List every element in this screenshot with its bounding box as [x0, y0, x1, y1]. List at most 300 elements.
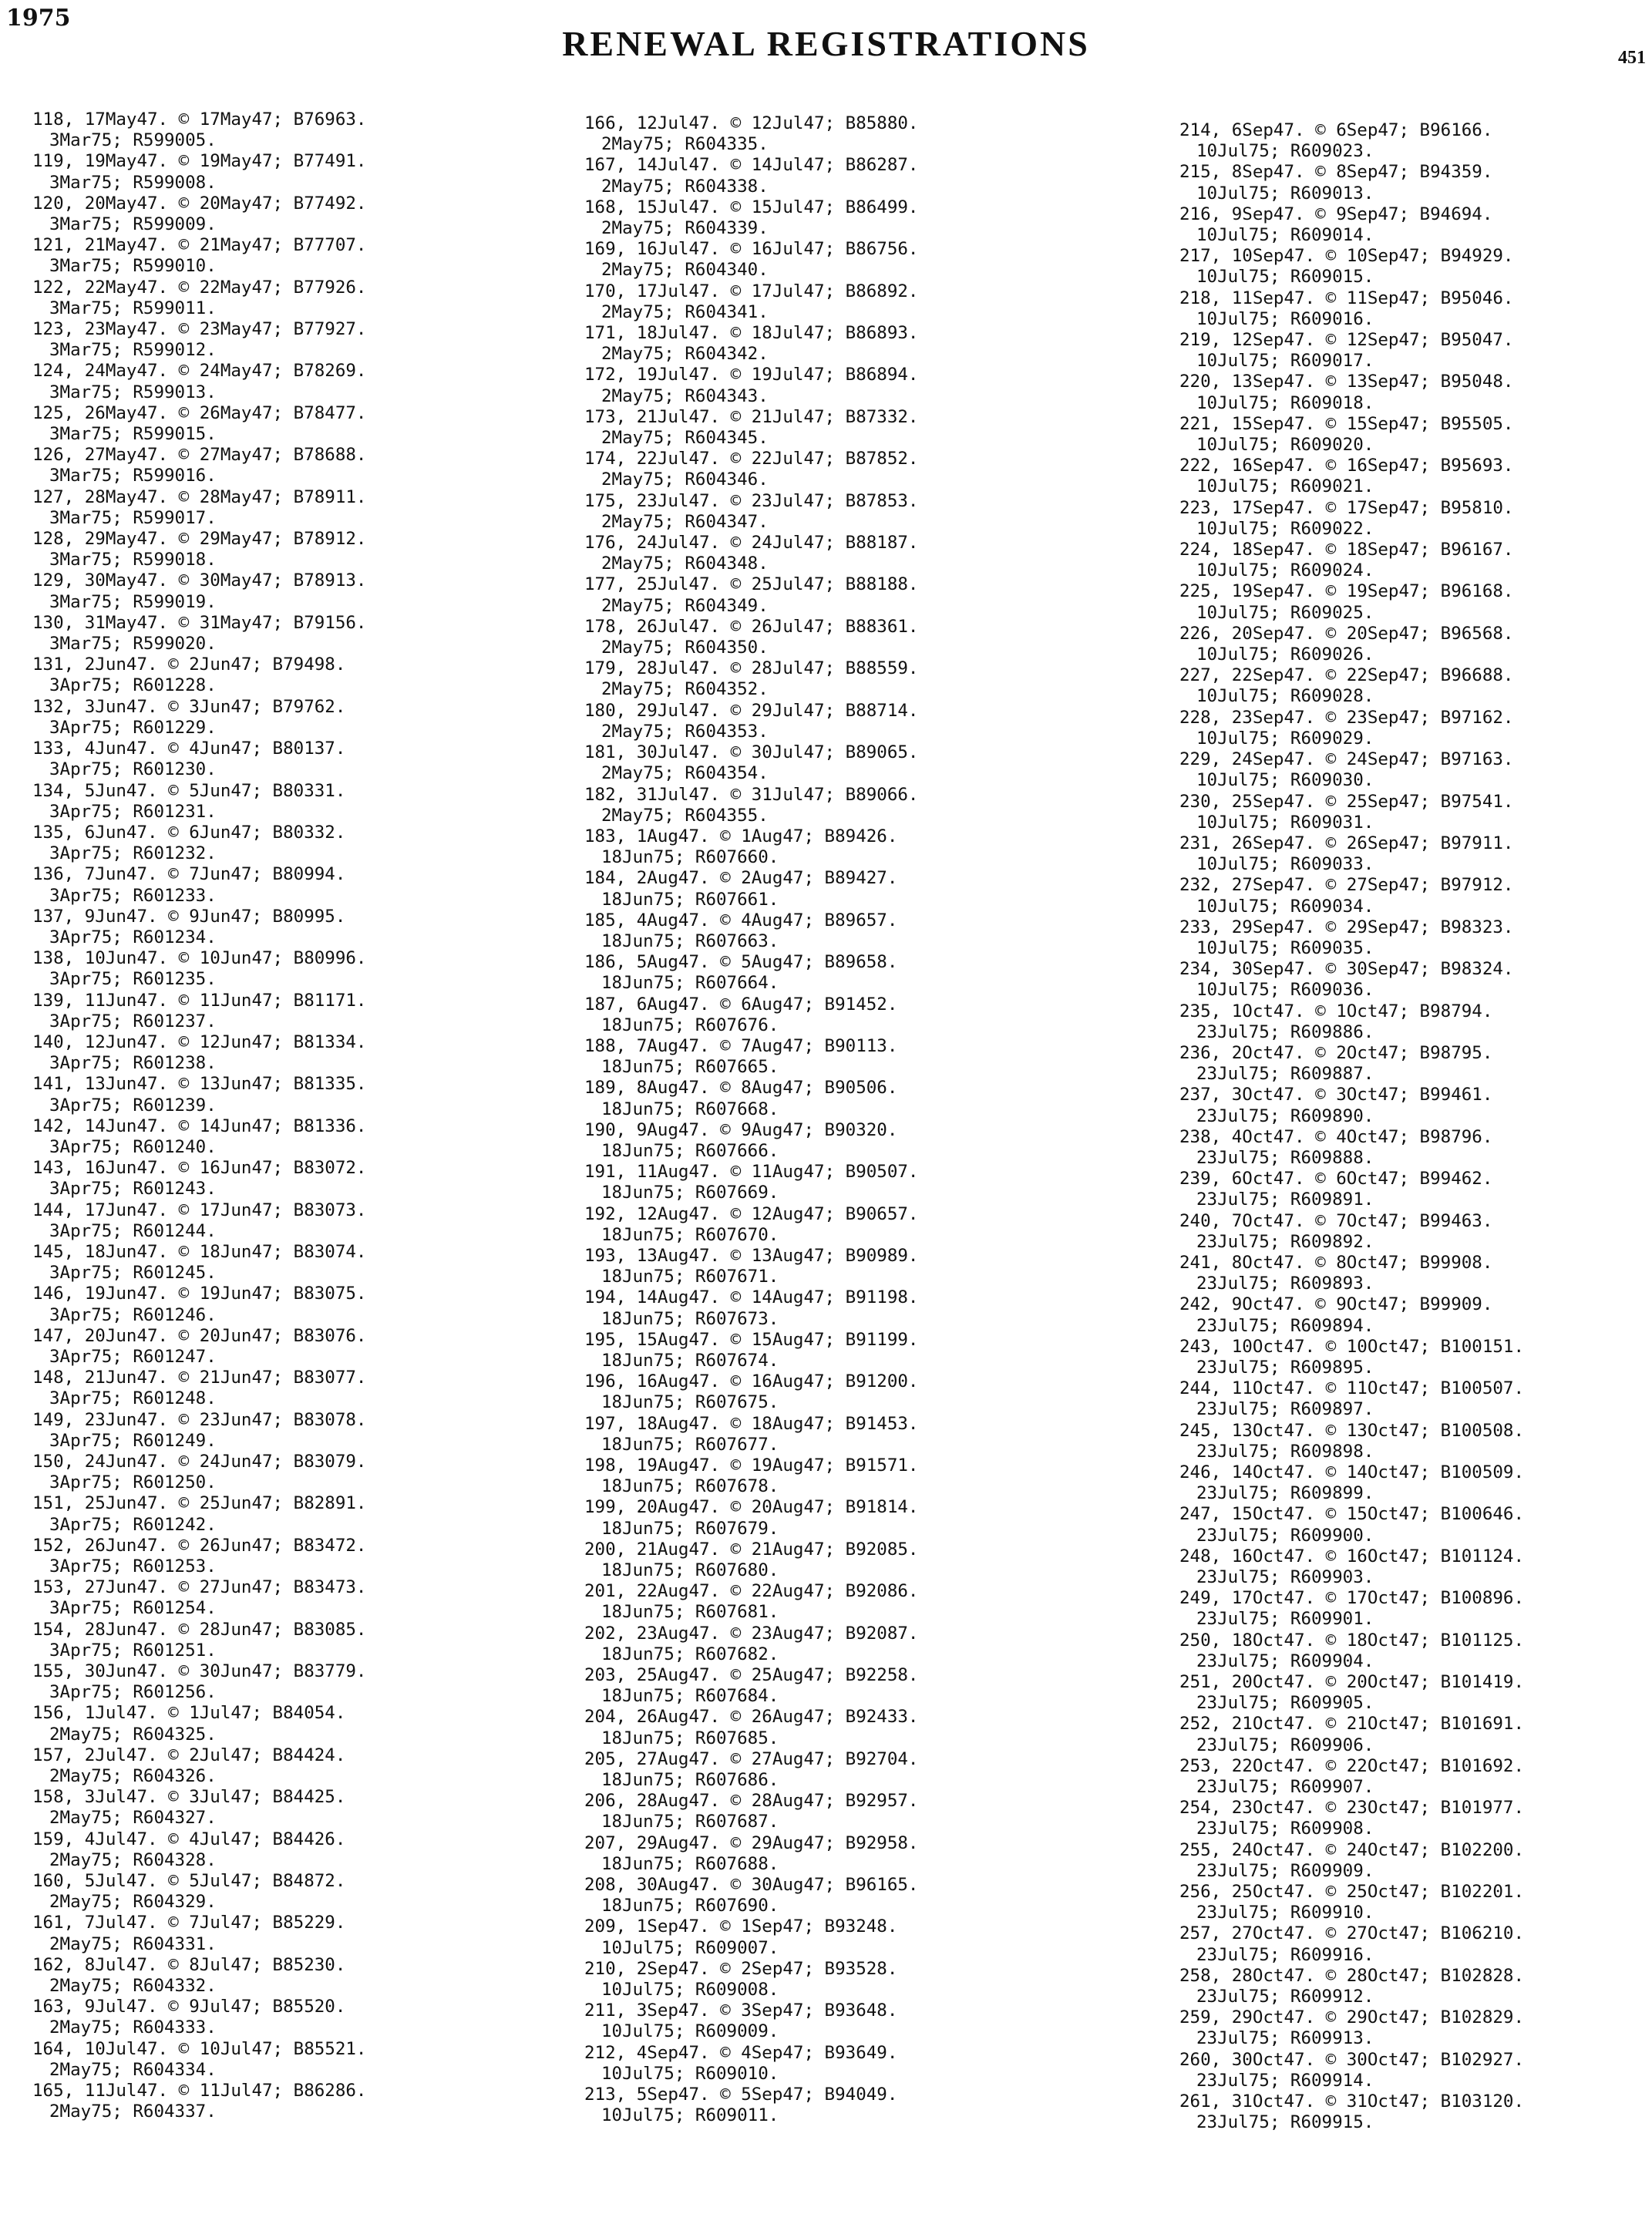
entry-registration-line: 138, 10Jun47. © 10Jun47; B80996. [32, 948, 367, 969]
entry-renewal-line: 3Apr75; R601234. [49, 927, 217, 947]
registration-entry [1179, 1085, 1524, 1126]
entry-registration-line: 236, 2Oct47. © 2Oct47; B98795. [1179, 1042, 1493, 1063]
entry-registration-line: 153, 27Jun47. © 27Jun47; B83473. [32, 1577, 367, 1598]
registration-entry [1179, 204, 1524, 246]
registration-entry [584, 952, 918, 994]
entry-renewal-line: 23Jul75; R609894. [1196, 1315, 1374, 1336]
entry-renewal-line: 2May75; R604327. [49, 1808, 217, 1829]
year-header: 1975 [6, 5, 71, 32]
registration-entry [1179, 1756, 1524, 1798]
registration-entry [32, 823, 366, 864]
registration-entry [1179, 2007, 1524, 2049]
registration-entry [1179, 1588, 1524, 1630]
registration-entry [32, 445, 366, 486]
entry-registration-line: 237, 3Oct47. © 3Oct47; B99461. [1179, 1085, 1493, 1105]
entry-registration-line: 249, 17Oct47. © 17Oct47; B100896. [1179, 1588, 1525, 1609]
entry-registration-line: 174, 22Jul47. © 22Jul47; B87852. [584, 449, 919, 469]
entry-renewal-line: 2May75; R604355. [601, 805, 769, 826]
entry-registration-line: 169, 16Jul47. © 16Jul47; B86756. [584, 239, 919, 260]
entry-registration-line: 248, 16Oct47. © 16Oct47; B101124. [1179, 1546, 1525, 1566]
registration-entry [1179, 162, 1524, 204]
entry-registration-line: 159, 4Jul47. © 4Jul47; B84426. [32, 1829, 346, 1849]
registration-entry [584, 1120, 918, 1162]
entry-registration-line: 196, 16Aug47. © 16Aug47; B91200. [584, 1371, 919, 1392]
entry-registration-line: 229, 24Sep47. © 24Sep47; B97163. [1179, 749, 1514, 770]
entry-registration-line: 233, 29Sep47. © 29Sep47; B98323. [1179, 917, 1514, 937]
entry-registration-line: 217, 10Sep47. © 10Sep47; B94929. [1179, 246, 1514, 267]
registration-entry [1179, 1630, 1524, 1672]
entry-renewal-line: 23Jul75; R609903. [1196, 1567, 1374, 1588]
entry-renewal-line: 3Mar75; R599015. [49, 424, 217, 445]
entry-registration-line: 158, 3Jul47. © 3Jul47; B84425. [32, 1787, 346, 1808]
entry-registration-line: 137, 9Jun47. © 9Jun47; B80995. [32, 906, 346, 927]
registration-entry [1179, 2091, 1524, 2133]
entry-renewal-line: 23Jul75; R609895. [1196, 1357, 1374, 1378]
entry-registration-line: 119, 19May47. © 19May47; B77491. [32, 151, 367, 172]
entry-renewal-line: 3Mar75; R599017. [49, 507, 217, 528]
entry-renewal-line: 10Jul75; R609013. [1196, 183, 1374, 204]
entry-renewal-line: 2May75; R604329. [49, 1892, 217, 1913]
entry-renewal-line: 10Jul75; R609028. [1196, 686, 1374, 707]
registration-entry [32, 1703, 366, 1745]
entry-renewal-line: 23Jul75; R609914. [1196, 2070, 1374, 2091]
registration-entry [584, 1162, 918, 1203]
registration-entry [584, 2085, 918, 2126]
entry-renewal-line: 10Jul75; R609008. [601, 1980, 779, 2000]
entry-renewal-line: 18Jun75; R607666. [601, 1140, 779, 1161]
entry-registration-line: 234, 30Sep47. © 30Sep47; B98324. [1179, 959, 1514, 980]
entry-registration-line: 124, 24May47. © 24May47; B78269. [32, 361, 367, 382]
entry-renewal-line: 18Jun75; R607670. [601, 1224, 779, 1245]
entry-registration-line: 261, 31Oct47. © 31Oct47; B103120. [1179, 2091, 1525, 2112]
registration-entry [584, 785, 918, 826]
registration-entry [32, 151, 366, 193]
entry-registration-line: 246, 14Oct47. © 14Oct47; B100509. [1179, 1462, 1525, 1482]
registration-entry [584, 365, 918, 406]
entry-registration-line: 127, 28May47. © 28May47; B78911. [32, 486, 367, 507]
entry-registration-line: 223, 17Sep47. © 17Sep47; B95810. [1179, 497, 1514, 518]
entry-renewal-line: 23Jul75; R609888. [1196, 1147, 1374, 1168]
entry-renewal-line: 18Jun75; R607660. [601, 847, 779, 868]
registration-entry [1179, 1840, 1524, 1882]
registration-entry [584, 1665, 918, 1707]
entry-renewal-line: 23Jul75; R609915. [1196, 2112, 1374, 2133]
entry-renewal-line: 2May75; R604342. [601, 344, 769, 365]
entry-renewal-line: 10Jul75; R609030. [1196, 770, 1374, 791]
registration-entry [1179, 456, 1524, 497]
registration-entry [32, 613, 366, 654]
entry-registration-line: 186, 5Aug47. © 5Aug47; B89658. [584, 952, 898, 973]
entry-renewal-line: 3Mar75; R599010. [49, 256, 217, 277]
entry-registration-line: 168, 15Jul47. © 15Jul47; B86499. [584, 197, 919, 217]
registration-entry [32, 1368, 366, 1409]
entry-renewal-line: 3Mar75; R599009. [49, 214, 217, 235]
entry-registration-line: 152, 26Jun47. © 26Jun47; B83472. [32, 1535, 367, 1556]
registration-entry [1179, 1337, 1524, 1378]
entry-registration-line: 172, 19Jul47. © 19Jul47; B86894. [584, 365, 919, 385]
entry-renewal-line: 10Jul75; R609009. [601, 2021, 779, 2042]
entry-registration-line: 121, 21May47. © 21May47; B77707. [32, 235, 367, 256]
entry-registration-line: 136, 7Jun47. © 7Jun47; B80994. [32, 864, 346, 885]
entry-registration-line: 205, 27Aug47. © 27Aug47; B92704. [584, 1748, 919, 1769]
entry-registration-line: 130, 31May47. © 31May47; B79156. [32, 612, 367, 633]
entry-registration-line: 251, 20Oct47. © 20Oct47; B101419. [1179, 1672, 1525, 1693]
entry-registration-line: 180, 29Jul47. © 29Jul47; B88714. [584, 700, 919, 721]
entry-registration-line: 198, 19Aug47. © 19Aug47; B91571. [584, 1455, 919, 1476]
entry-registration-line: 185, 4Aug47. © 4Aug47; B89657. [584, 910, 898, 930]
entry-renewal-line: 2May75; R604347. [601, 511, 769, 532]
registration-entry [584, 994, 918, 1036]
entry-renewal-line: 18Jun75; R607684. [601, 1686, 779, 1707]
entry-renewal-line: 2May75; R604332. [49, 1976, 217, 1997]
entry-renewal-line: 10Jul75; R609023. [1196, 141, 1374, 162]
entry-renewal-line: 18Jun75; R607664. [601, 973, 779, 994]
entry-registration-line: 252, 21Oct47. © 21Oct47; B101691. [1179, 1714, 1525, 1735]
registration-entry [584, 1078, 918, 1119]
entry-renewal-line: 23Jul75; R609892. [1196, 1231, 1374, 1252]
registration-entry [32, 1997, 366, 2038]
entry-renewal-line: 3Apr75; R601228. [49, 675, 217, 696]
entry-renewal-line: 2May75; R604348. [601, 554, 769, 574]
entry-registration-line: 227, 22Sep47. © 22Sep47; B96688. [1179, 665, 1514, 686]
entry-registration-line: 125, 26May47. © 26May47; B78477. [32, 402, 367, 423]
entry-renewal-line: 10Jul75; R609014. [1196, 225, 1374, 246]
registration-entry [1179, 1882, 1524, 1923]
entry-renewal-line: 10Jul75; R609036. [1196, 980, 1374, 1001]
entry-renewal-line: 23Jul75; R609905. [1196, 1693, 1374, 1714]
registration-entry [1179, 833, 1524, 875]
entry-renewal-line: 18Jun75; R607665. [601, 1057, 779, 1078]
registration-entry [584, 1959, 918, 2000]
registration-entry [584, 1581, 918, 1623]
registration-entry [32, 1158, 366, 1200]
entry-registration-line: 218, 11Sep47. © 11Sep47; B95046. [1179, 288, 1514, 308]
entry-renewal-line: 3Mar75; R599020. [49, 634, 217, 654]
entry-renewal-line: 2May75; R604346. [601, 469, 769, 490]
entry-registration-line: 155, 30Jun47. © 30Jun47; B83779. [32, 1661, 367, 1682]
registration-entry [584, 701, 918, 742]
registration-entry [32, 319, 366, 361]
entry-renewal-line: 3Apr75; R601249. [49, 1430, 217, 1451]
entry-registration-line: 241, 8Oct47. © 8Oct47; B99908. [1179, 1252, 1493, 1273]
registration-entry [32, 1032, 366, 1074]
entry-renewal-line: 10Jul75; R609031. [1196, 812, 1374, 833]
entry-renewal-line: 3Mar75; R599018. [49, 550, 217, 570]
registration-entry [584, 533, 918, 574]
entry-renewal-line: 3Mar75; R599012. [49, 340, 217, 361]
registration-entry [584, 1455, 918, 1497]
entry-renewal-line: 18Jun75; R607679. [601, 1518, 779, 1539]
entry-renewal-line: 10Jul75; R609017. [1196, 351, 1374, 372]
entry-registration-line: 200, 21Aug47. © 21Aug47; B92085. [584, 1539, 919, 1560]
entry-registration-line: 144, 17Jun47. © 17Jun47; B83073. [32, 1200, 367, 1220]
entry-renewal-line: 3Apr75; R601253. [49, 1556, 217, 1577]
entry-renewal-line: 18Jun75; R607690. [601, 1896, 779, 1916]
entry-registration-line: 171, 18Jul47. © 18Jul47; B86893. [584, 323, 919, 344]
entry-registration-line: 187, 6Aug47. © 6Aug47; B91452. [584, 994, 898, 1015]
registration-entry [32, 529, 366, 570]
registration-entry [32, 1116, 366, 1158]
entry-registration-line: 154, 28Jun47. © 28Jun47; B83085. [32, 1619, 367, 1640]
registration-entry [584, 1707, 918, 1748]
entry-renewal-line: 10Jul75; R609034. [1196, 896, 1374, 917]
registration-entry [584, 2000, 918, 2042]
entry-registration-line: 140, 12Jun47. © 12Jun47; B81334. [32, 1031, 367, 1052]
entry-renewal-line: 3Apr75; R601245. [49, 1263, 217, 1284]
entry-renewal-line: 23Jul75; R609910. [1196, 1903, 1374, 1923]
entry-registration-line: 210, 2Sep47. © 2Sep47; B93528. [584, 1958, 898, 1979]
entry-renewal-line: 18Jun75; R607681. [601, 1602, 779, 1623]
registration-entry [1179, 665, 1524, 707]
entry-registration-line: 231, 26Sep47. © 26Sep47; B97911. [1179, 833, 1514, 853]
entry-renewal-line: 18Jun75; R607685. [601, 1728, 779, 1748]
registration-entry [1179, 372, 1524, 413]
registration-entry [584, 323, 918, 365]
registration-entry [584, 1246, 918, 1287]
entry-renewal-line: 18Jun75; R607669. [601, 1183, 779, 1203]
registration-entry [584, 2043, 918, 2085]
entry-renewal-line: 2May75; R604340. [601, 260, 769, 281]
entry-renewal-line: 3Apr75; R601248. [49, 1388, 217, 1409]
entry-registration-line: 149, 23Jun47. © 23Jun47; B83078. [32, 1409, 367, 1430]
entry-renewal-line: 18Jun75; R607663. [601, 930, 779, 951]
entry-registration-line: 156, 1Jul47. © 1Jul47; B84054. [32, 1703, 346, 1724]
entry-registration-line: 166, 12Jul47. © 12Jul47; B85880. [584, 113, 919, 133]
registration-entry [1179, 1253, 1524, 1294]
registration-entry [584, 407, 918, 449]
entry-registration-line: 226, 20Sep47. © 20Sep47; B96568. [1179, 623, 1514, 644]
entry-registration-line: 165, 11Jul47. © 11Jul47; B86286. [32, 2081, 367, 2101]
entry-registration-line: 123, 23May47. © 23May47; B77927. [32, 319, 367, 340]
registration-entry [32, 487, 366, 529]
entry-registration-line: 146, 19Jun47. © 19Jun47; B83075. [32, 1284, 367, 1304]
entry-registration-line: 189, 8Aug47. © 8Aug47; B90506. [584, 1078, 898, 1099]
registration-entry [32, 1493, 366, 1535]
registration-entry [1179, 1714, 1524, 1755]
registration-entry [32, 1955, 366, 1997]
entry-renewal-line: 18Jun75; R607686. [601, 1770, 779, 1791]
entry-registration-line: 213, 5Sep47. © 5Sep47; B94049. [584, 2085, 898, 2105]
entry-renewal-line: 3Apr75; R601235. [49, 969, 217, 990]
column-3 [1179, 120, 1524, 2134]
entry-registration-line: 192, 12Aug47. © 12Aug47; B90657. [584, 1203, 919, 1224]
entry-renewal-line: 3Apr75; R601242. [49, 1514, 217, 1535]
entry-registration-line: 126, 27May47. © 27May47; B78688. [32, 445, 367, 466]
entry-renewal-line: 2May75; R604326. [49, 1766, 217, 1787]
entry-registration-line: 221, 15Sep47. © 15Sep47; B95505. [1179, 413, 1514, 434]
entry-registration-line: 160, 5Jul47. © 5Jul47; B84872. [32, 1871, 346, 1892]
entry-registration-line: 244, 11Oct47. © 11Oct47; B100507. [1179, 1378, 1525, 1399]
entry-registration-line: 162, 8Jul47. © 8Jul47; B85230. [32, 1954, 346, 1975]
registration-entry [584, 491, 918, 533]
registration-entry [1179, 2050, 1524, 2091]
entry-registration-line: 232, 27Sep47. © 27Sep47; B97912. [1179, 875, 1514, 896]
entry-registration-line: 260, 30Oct47. © 30Oct47; B102927. [1179, 2049, 1525, 2070]
entry-renewal-line: 18Jun75; R607678. [601, 1476, 779, 1497]
entry-renewal-line: 18Jun75; R607668. [601, 1099, 779, 1119]
entry-renewal-line: 23Jul75; R609898. [1196, 1441, 1374, 1462]
entry-registration-line: 202, 23Aug47. © 23Aug47; B92087. [584, 1623, 919, 1644]
entry-registration-line: 208, 30Aug47. © 30Aug47; B96165. [584, 1875, 919, 1896]
entry-renewal-line: 18Jun75; R607677. [601, 1434, 779, 1455]
registration-entry [1179, 1294, 1524, 1336]
entry-registration-line: 212, 4Sep47. © 4Sep47; B93649. [584, 2042, 898, 2063]
registration-entry [1179, 959, 1524, 1001]
entry-registration-line: 181, 30Jul47. © 30Jul47; B89065. [584, 742, 919, 763]
entry-registration-line: 143, 16Jun47. © 16Jun47; B83072. [32, 1158, 367, 1179]
entry-registration-line: 173, 21Jul47. © 21Jul47; B87332. [584, 406, 919, 427]
registration-entry [32, 697, 366, 739]
entry-renewal-line: 10Jul75; R609007. [601, 1937, 779, 1958]
registration-entry [32, 1661, 366, 1703]
entry-registration-line: 256, 25Oct47. © 25Oct47; B102201. [1179, 1882, 1525, 1903]
registration-entry [584, 826, 918, 868]
registration-entry [584, 658, 918, 700]
registration-entry [584, 1624, 918, 1665]
registration-entry [32, 907, 366, 948]
entry-renewal-line: 10Jul75; R609022. [1196, 518, 1374, 539]
registration-entry [584, 910, 918, 952]
entry-renewal-line: 2May75; R604341. [601, 301, 769, 322]
registration-entry [1179, 1169, 1524, 1210]
entry-registration-line: 176, 24Jul47. © 24Jul47; B88187. [584, 533, 919, 554]
registration-entry [584, 1916, 918, 1958]
entry-renewal-line: 2May75; R604350. [601, 638, 769, 658]
entry-registration-line: 163, 9Jul47. © 9Jul47; B85520. [32, 1997, 346, 2017]
registration-entry [1179, 414, 1524, 456]
entry-registration-line: 150, 24Jun47. © 24Jun47; B83079. [32, 1452, 367, 1472]
registration-entry [584, 1330, 918, 1371]
registration-entry [584, 1036, 918, 1078]
entry-registration-line: 242, 9Oct47. © 9Oct47; B99909. [1179, 1294, 1493, 1315]
registration-entry [32, 991, 366, 1032]
entry-registration-line: 258, 28Oct47. © 28Oct47; B102828. [1179, 1965, 1525, 1986]
registration-entry [32, 235, 366, 277]
entry-registration-line: 206, 28Aug47. © 28Aug47; B92957. [584, 1791, 919, 1812]
entry-renewal-line: 2May75; R604328. [49, 1849, 217, 1870]
registration-entry [32, 1452, 366, 1493]
entry-registration-line: 204, 26Aug47. © 26Aug47; B92433. [584, 1707, 919, 1728]
entry-renewal-line: 2May75; R604349. [601, 595, 769, 616]
entry-registration-line: 257, 27Oct47. © 27Oct47; B106210. [1179, 1923, 1525, 1944]
registration-entry [584, 197, 918, 239]
entry-renewal-line: 23Jul75; R609897. [1196, 1399, 1374, 1420]
entry-registration-line: 133, 4Jun47. © 4Jun47; B80137. [32, 739, 346, 759]
page-number: 451 [1618, 48, 1646, 68]
entry-registration-line: 214, 6Sep47. © 6Sep47; B96166. [1179, 120, 1493, 140]
entry-renewal-line: 2May75; R604352. [601, 679, 769, 700]
column-1 [32, 109, 366, 2123]
entry-registration-line: 215, 8Sep47. © 8Sep47; B94359. [1179, 162, 1493, 183]
registration-entry [584, 1539, 918, 1581]
entry-renewal-line: 18Jun75; R607682. [601, 1644, 779, 1664]
registration-entry [32, 1200, 366, 1242]
column-2 [584, 113, 918, 2127]
registration-entry [32, 1326, 366, 1368]
entry-registration-line: 238, 4Oct47. © 4Oct47; B98796. [1179, 1126, 1493, 1147]
entry-registration-line: 147, 20Jun47. © 20Jun47; B83076. [32, 1325, 367, 1346]
entry-registration-line: 230, 25Sep47. © 25Sep47; B97541. [1179, 791, 1514, 812]
registration-entry [1179, 1672, 1524, 1714]
registration-entry [32, 193, 366, 235]
registration-entry [584, 617, 918, 658]
entry-registration-line: 132, 3Jun47. © 3Jun47; B79762. [32, 696, 346, 717]
registration-entry [584, 1497, 918, 1539]
entry-registration-line: 188, 7Aug47. © 7Aug47; B90113. [584, 1035, 898, 1056]
registration-entry [32, 570, 366, 612]
entry-renewal-line: 3Mar75; R599019. [49, 591, 217, 612]
entry-renewal-line: 3Apr75; R601240. [49, 1136, 217, 1157]
registration-entry [1179, 1546, 1524, 1588]
registration-entry [32, 1284, 366, 1325]
entry-registration-line: 128, 29May47. © 29May47; B78912. [32, 529, 367, 550]
entry-renewal-line: 3Apr75; R601254. [49, 1598, 217, 1619]
entry-renewal-line: 23Jul75; R609904. [1196, 1651, 1374, 1671]
registration-entry [32, 654, 366, 696]
entry-renewal-line: 3Apr75; R601233. [49, 885, 217, 906]
entry-renewal-line: 2May75; R604333. [49, 2017, 217, 2038]
entry-renewal-line: 3Mar75; R599013. [49, 382, 217, 402]
entry-renewal-line: 23Jul75; R609886. [1196, 1021, 1374, 1042]
registration-entry [584, 1791, 918, 1832]
registration-entry [584, 113, 918, 155]
registration-entry [584, 1204, 918, 1246]
registration-entry [32, 403, 366, 445]
registration-entry [1179, 1378, 1524, 1420]
registration-entry [584, 742, 918, 784]
entry-registration-line: 201, 22Aug47. © 22Aug47; B92086. [584, 1581, 919, 1602]
registration-entry [32, 1913, 366, 1954]
registration-entry [584, 239, 918, 281]
entry-renewal-line: 23Jul75; R609890. [1196, 1105, 1374, 1126]
registration-entry [1179, 498, 1524, 540]
registration-entry [32, 278, 366, 319]
entry-renewal-line: 23Jul75; R609908. [1196, 1819, 1374, 1839]
registration-entry [1179, 1966, 1524, 2007]
entry-renewal-line: 2May75; R604343. [601, 385, 769, 406]
entry-registration-line: 170, 17Jul47. © 17Jul47; B86892. [584, 281, 919, 301]
registration-entry [32, 1787, 366, 1829]
entry-registration-line: 120, 20May47. © 20May47; B77492. [32, 193, 367, 214]
entry-renewal-line: 23Jul75; R609913. [1196, 2028, 1374, 2049]
entry-renewal-line: 3Mar75; R599016. [49, 466, 217, 486]
entry-registration-line: 220, 13Sep47. © 13Sep47; B95048. [1179, 372, 1514, 392]
entry-registration-line: 161, 7Jul47. © 7Jul47; B85229. [32, 1913, 346, 1933]
registration-entry [32, 1829, 366, 1871]
registration-entry [1179, 917, 1524, 959]
entry-registration-line: 211, 3Sep47. © 3Sep47; B93648. [584, 2000, 898, 2021]
entry-registration-line: 129, 30May47. © 30May47; B78913. [32, 570, 367, 591]
entry-renewal-line: 3Apr75; R601246. [49, 1304, 217, 1325]
entry-registration-line: 141, 13Jun47. © 13Jun47; B81335. [32, 1074, 367, 1095]
registration-entry [584, 1371, 918, 1413]
entry-renewal-line: 18Jun75; R607661. [601, 889, 779, 910]
registration-entry [1179, 708, 1524, 749]
registration-entry [584, 1833, 918, 1875]
registration-entry [584, 1414, 918, 1455]
entry-registration-line: 191, 11Aug47. © 11Aug47; B90507. [584, 1162, 919, 1183]
entry-registration-line: 157, 2Jul47. © 2Jul47; B84424. [32, 1745, 346, 1765]
registration-entry [32, 1620, 366, 1661]
entry-renewal-line: 10Jul75; R609010. [601, 2063, 779, 2084]
registration-entry [584, 449, 918, 490]
entry-registration-line: 245, 13Oct47. © 13Oct47; B100508. [1179, 1420, 1525, 1441]
registration-entry [32, 361, 366, 402]
entry-registration-line: 183, 1Aug47. © 1Aug47; B89426. [584, 826, 898, 846]
registration-entry [32, 739, 366, 780]
entry-renewal-line: 23Jul75; R609901. [1196, 1609, 1374, 1630]
entry-renewal-line: 10Jul75; R609033. [1196, 854, 1374, 875]
